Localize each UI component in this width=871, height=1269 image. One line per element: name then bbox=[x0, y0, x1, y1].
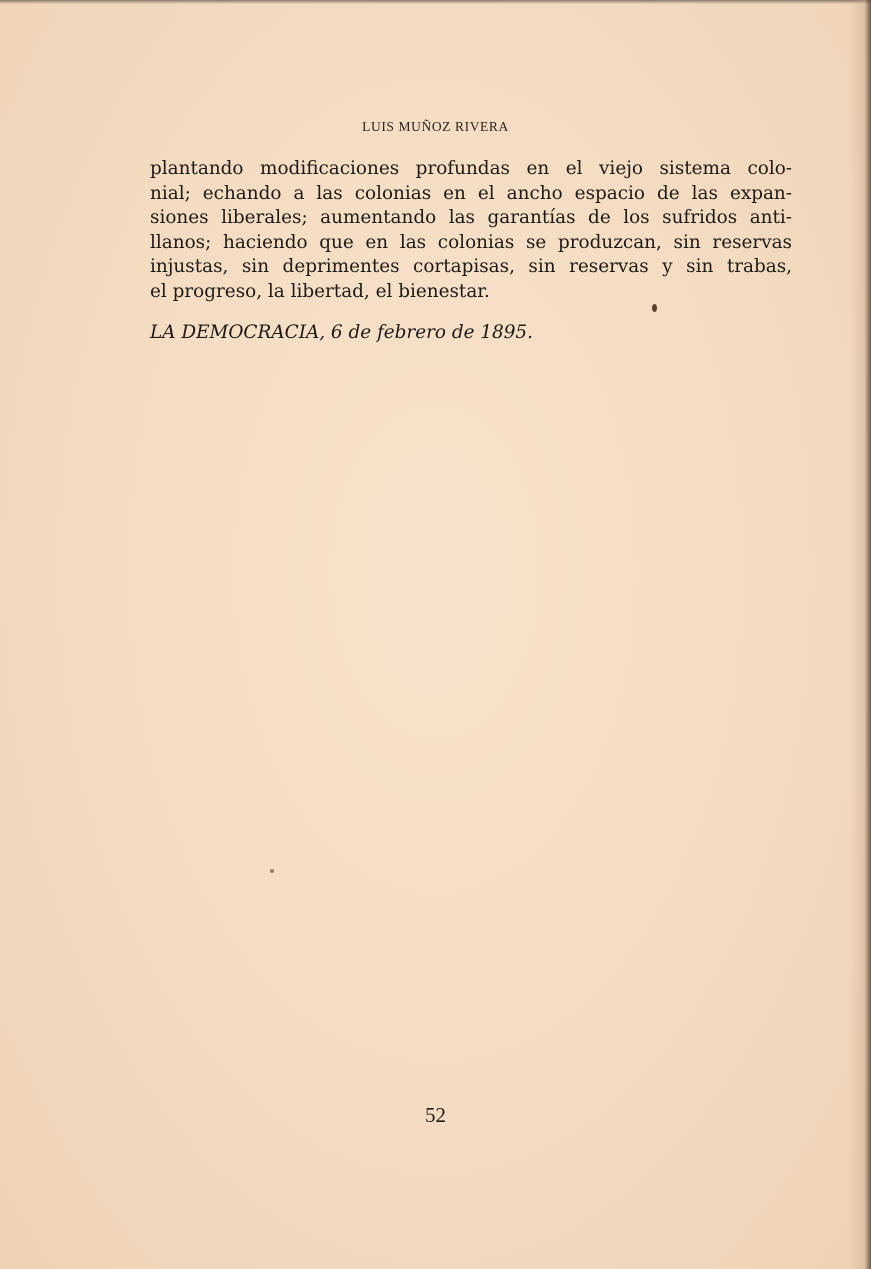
ink-speck bbox=[270, 869, 274, 873]
ink-speck bbox=[652, 304, 657, 312]
page-number: 52 bbox=[425, 1103, 446, 1127]
text-line: llanos; haciendo que en las colonias se produzcan, sin reservas bbox=[150, 231, 792, 253]
text-line: siones liberales; aumentando las garantías de los sufridos anti- bbox=[150, 207, 792, 228]
page-top-edge bbox=[0, 0, 871, 4]
text-line: el progreso, la libertad, el bienestar. bbox=[150, 280, 490, 302]
text-line: nial; echando a las colonias en el ancho espacio de las expan- bbox=[150, 182, 792, 204]
source-citation: LA DEMOCRACIA, 6 de febrero de 1895. bbox=[150, 322, 533, 343]
text-line: plantando modificaciones profundas en el viejo sistema colo- bbox=[150, 158, 792, 179]
body-paragraph bbox=[150, 157, 792, 304]
page-right-edge-shadow bbox=[849, 0, 871, 1269]
running-head: LUIS MUÑOZ RIVERA bbox=[362, 119, 509, 134]
text-line: injustas, sin deprimentes cortapisas, sin reservas y sin trabas, bbox=[150, 256, 792, 277]
